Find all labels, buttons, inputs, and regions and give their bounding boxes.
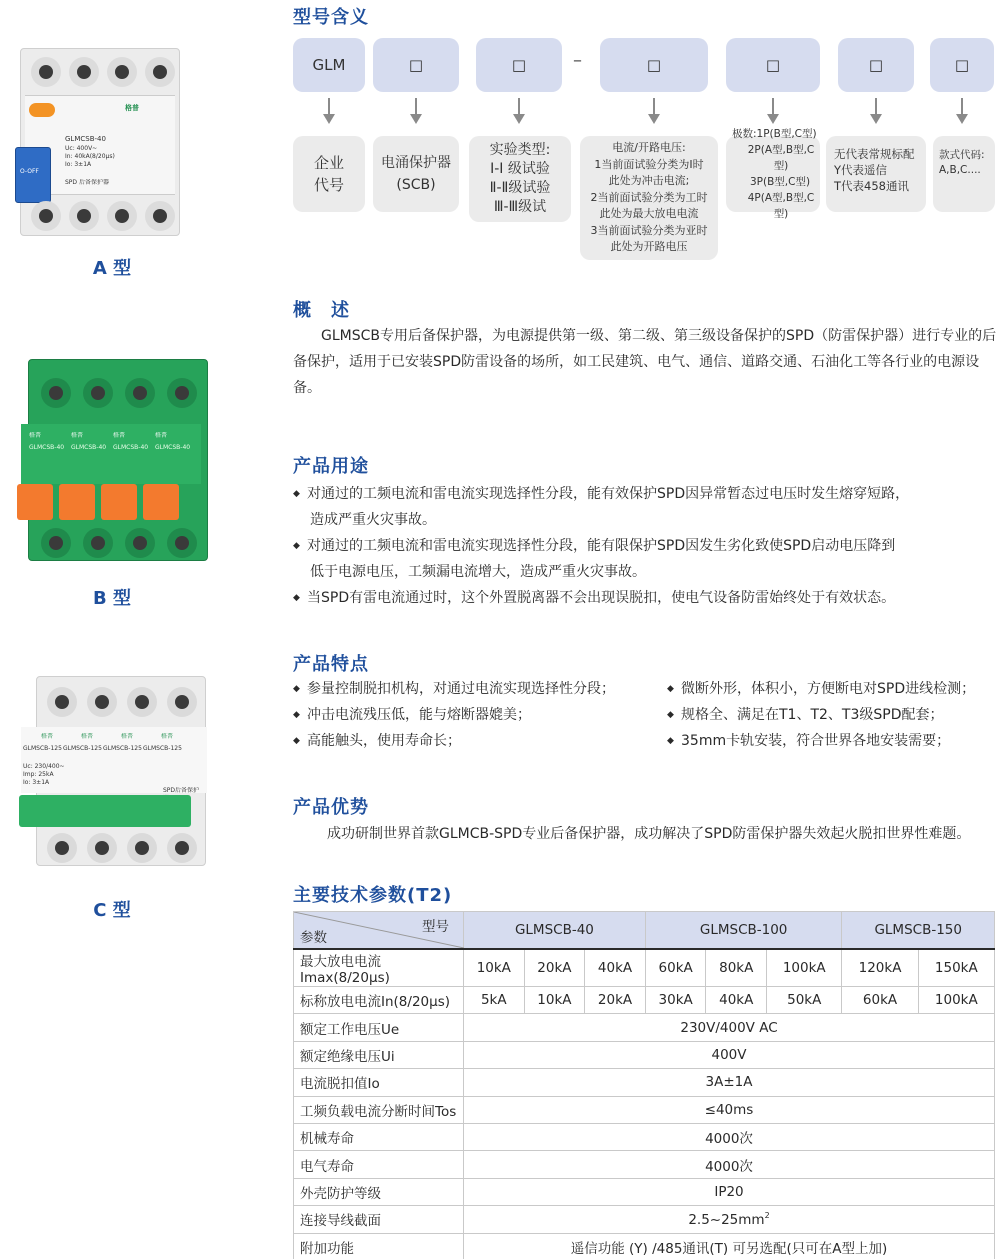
desc-box-3 [580, 136, 718, 260]
product-a-bottom-text: SPD 后备保护器 [65, 179, 109, 186]
terminal-icon [31, 57, 61, 87]
desc-box-1 [373, 136, 459, 212]
superscript: 2 [764, 1210, 770, 1220]
usage-title: 产品用途 [293, 456, 369, 477]
desc-box-6 [933, 136, 995, 212]
imax-cell: 120kA [842, 949, 918, 987]
usage-text: 造成严重火灾事故。 [310, 512, 436, 528]
product-b [0, 355, 230, 610]
brand-logo: 格普 [125, 104, 139, 112]
desc-box-0 [293, 136, 365, 212]
arrow-down-icon [955, 98, 969, 128]
in-cell: 50kA [767, 987, 842, 1014]
model-header-0: GLMSCB-40 [464, 912, 646, 950]
product-c-model: GLMSCB-125 [143, 745, 182, 752]
terminal-icon [125, 528, 155, 558]
table-row [294, 1041, 995, 1068]
blue-toggle-handle [15, 147, 51, 203]
in-cell: 5kA [464, 987, 525, 1014]
terminal-icon [31, 201, 61, 231]
product-b-title: B 型 [93, 588, 131, 609]
product-c-brand: 格普 [81, 733, 94, 740]
terminal-icon [145, 57, 175, 87]
imax-cell: 10kA [464, 949, 525, 987]
imax-cell: 100kA [767, 949, 842, 987]
product-c-model: GLMSCB-125 [103, 745, 142, 752]
row-value-text: 2.5~25mm [688, 1211, 765, 1228]
desc-line: 4P(A型,B型,C型) [747, 192, 815, 220]
row-value: 4000次 [464, 1123, 995, 1150]
terminal-icon [167, 833, 197, 863]
product-c-spec-2: Io: 3±1A [23, 779, 50, 786]
imax-cell: 60kA [645, 949, 706, 987]
row-value: ≤40ms [464, 1096, 995, 1123]
panel [21, 424, 201, 484]
feature-text: 冲击电流残压低，能与熔断器媲美； [307, 707, 531, 723]
desc-line: 电流/开路电压: [612, 141, 686, 155]
arrow-down-icon [766, 98, 780, 128]
product-a [0, 40, 230, 280]
orange-toggle-handle [143, 484, 179, 520]
feature-text: 参量控制脱扣机构，对通过电流实现选择性分段； [307, 681, 615, 697]
table-header-row [294, 912, 995, 950]
in-cell: 30kA [645, 987, 706, 1014]
row-label: 附加功能 [294, 1233, 464, 1259]
product-c-bottom-text: SPD后备保护 [163, 787, 200, 794]
in-cell: 20kA [585, 987, 646, 1014]
indicator-icon [29, 103, 55, 117]
model-header-2: GLMSCB-150 [842, 912, 995, 950]
desc-line: 此处为最大放电电流 [599, 207, 699, 221]
desc-line: 3当前面试验分类为亚时 [590, 223, 708, 237]
terminal-icon [69, 201, 99, 231]
table-row [294, 1096, 995, 1123]
desc-line: 款式代码: [939, 149, 985, 161]
desc-line: 无代表常规标配 [834, 147, 915, 161]
usage-text: 对通过的工频电流和雷电流实现选择性分段，能有限保护SPD因发生劣化致使SPD启动电压降到 [307, 538, 896, 554]
terminal-icon [127, 833, 157, 863]
desc-box-2 [469, 136, 571, 222]
row-value: 遥信功能 (Y) /485通讯(T) 可另选配(只可在A型上加) [464, 1233, 995, 1259]
diamond-bullet-icon: ◆ [667, 684, 674, 694]
terminal-icon [87, 687, 117, 717]
diamond-bullet-icon: ◆ [667, 736, 674, 746]
code-box-5: □ [838, 38, 914, 92]
code-box-3: □ [600, 38, 708, 92]
terminal-icon [47, 687, 77, 717]
row-label: 外壳防护等级 [294, 1178, 464, 1205]
terminal-icon [167, 378, 197, 408]
corner-top-label: 型号 [422, 919, 449, 935]
off-label: O-OFF [20, 168, 39, 175]
diamond-bullet-icon: ◆ [293, 710, 300, 720]
arrow-down-icon [869, 98, 883, 128]
terminal-icon [107, 201, 137, 231]
desc-line: (SCB) [396, 177, 436, 193]
table-row [294, 1233, 995, 1259]
desc-line: Ⅱ-Ⅱ级试验 [489, 180, 551, 196]
usage-text: 当SPD有雷电流通过时，这个外置脱离器不会出现误脱扣，使电气设备防雷始终处于有效状态。 [307, 590, 896, 606]
row-value [464, 1206, 995, 1233]
product-a-spec-1: In: 40kA(8/20μs) [65, 153, 115, 160]
product-b-breaker [28, 359, 208, 561]
product-a-title: A 型 [92, 258, 132, 279]
desc-line: 2P(A型,B型,C型) [747, 144, 815, 172]
diamond-bullet-icon: ◆ [293, 541, 300, 551]
row-value: 400V [464, 1041, 995, 1068]
feature-text: 规格全、满足在T1、T2、T3级SPD配套； [681, 707, 944, 723]
desc-line: T代表458通讯 [834, 179, 909, 193]
desc-line: 代号 [313, 176, 344, 194]
code-box-4: □ [726, 38, 820, 92]
desc-line: 2当前面试验分类为工时 [590, 190, 708, 204]
corner-bottom-label: 参数 [300, 930, 327, 946]
imax-cell: 40kA [585, 949, 646, 987]
features-right [667, 676, 1000, 754]
desc-box-4 [726, 128, 820, 220]
row-label: 机械寿命 [294, 1123, 464, 1150]
product-b-model: GLMCSB-40 [113, 444, 149, 451]
desc-line: 1当前面试验分类为I时 [594, 157, 704, 171]
terminal-icon [167, 687, 197, 717]
code-box-0: GLM [293, 38, 365, 92]
arrow-down-icon [409, 98, 423, 128]
product-c-title: C 型 [93, 900, 131, 921]
row-label: 最大放电电流Imax(8/20μs) [294, 949, 464, 987]
product-a-model: GLMCSB-40 [65, 135, 106, 143]
arrow-down-icon [512, 98, 526, 128]
orange-toggle-handle [101, 484, 137, 520]
product-b-brand: 格普 [155, 432, 168, 439]
in-cell: 10kA [524, 987, 585, 1014]
usage-text: 对通过的工频电流和雷电流实现选择性分段，能有效保护SPD因异常暂态过电压时发生熔穿短路， [307, 486, 910, 502]
table-row [294, 1178, 995, 1205]
table-row [294, 1151, 995, 1178]
code-box-1: □ [373, 38, 459, 92]
product-b-brand: 格普 [113, 432, 126, 439]
usage-text: 低于电源电压，工频漏电流增大，造成严重火灾事故。 [310, 564, 646, 580]
terminal-icon [41, 378, 71, 408]
row-value: 4000次 [464, 1151, 995, 1178]
row-value: 230V/400V AC [464, 1014, 995, 1041]
desc-line: 企业 [313, 154, 344, 172]
terminal-icon [107, 57, 137, 87]
desc-box-5 [826, 136, 926, 212]
terminal-icon [145, 201, 175, 231]
overview-text: GLMSCB专用后备保护器，为电源提供第一级、第二级、第三级设备保护的SPD（防雷保护器）进行专业的后备保护，适用于已安装SPD防雷设备的场所，如工民建筑、电气、通信、道路交通、石油化工等各行业的电源设备。 [293, 328, 997, 396]
diamond-bullet-icon: ◆ [293, 684, 300, 694]
terminal-icon [47, 833, 77, 863]
desc-line: 此处为开路电压 [610, 240, 688, 254]
product-c-brand: 格普 [41, 733, 54, 740]
product-c-model: GLMSCB-125 [63, 745, 102, 752]
row-label: 额定工作电压Ue [294, 1014, 464, 1041]
product-c-brand: 格普 [161, 733, 174, 740]
terminal-icon [167, 528, 197, 558]
row-label: 电流脱扣值Io [294, 1069, 464, 1096]
product-c [0, 672, 230, 922]
model-header-1: GLMSCB-100 [645, 912, 842, 950]
product-c-model: GLMSCB-125 [23, 745, 62, 752]
product-c-spec-1: Imp: 25kA [23, 771, 54, 778]
product-c-spec-0: Uc: 230/400~ [23, 763, 65, 770]
row-label: 工频负载电流分断时间Tos [294, 1096, 464, 1123]
table-row [294, 1123, 995, 1150]
desc-line: 此处为冲击电流; [608, 174, 690, 188]
usage-item-2 [293, 585, 998, 611]
table-row [294, 987, 995, 1014]
feature-text: 高能触头，使用寿命长； [307, 733, 461, 749]
feature-text: 微断外形，体积小，方便断电对SPD进线检测； [681, 681, 976, 697]
code-box-2: □ [476, 38, 562, 92]
designation-dash: – [573, 50, 582, 71]
table-row [294, 949, 995, 987]
feature-text: 35mm卡轨安装，符合世界各地安装需要； [681, 733, 951, 749]
terminal-icon [125, 378, 155, 408]
product-b-model: GLMCSB-40 [155, 444, 191, 451]
diamond-bullet-icon: ◆ [293, 593, 300, 603]
row-label: 额定绝缘电压Ui [294, 1041, 464, 1068]
orange-toggle-handle [59, 484, 95, 520]
product-c-breaker [23, 676, 206, 866]
row-label: 连接导线截面 [294, 1206, 464, 1233]
terminal-icon [127, 687, 157, 717]
spec-table [293, 911, 995, 1259]
in-cell: 100kA [918, 987, 994, 1014]
desc-line: Y代表遥信 [834, 163, 888, 177]
desc-line: 3P(B型,C型) [750, 176, 811, 188]
advantage-text: 成功研制世界首款GLMCB-SPD专业后备保护器，成功解决了SPD防雷保护器失效起火脱扣世界性难题。 [327, 826, 971, 842]
terminal-icon [83, 528, 113, 558]
desc-line: Ⅲ-Ⅲ级试 [493, 199, 547, 215]
arrow-down-icon [647, 98, 661, 128]
in-cell: 40kA [706, 987, 767, 1014]
terminal-icon [83, 378, 113, 408]
product-b-model: GLMCSB-40 [29, 444, 65, 451]
row-value: IP20 [464, 1178, 995, 1205]
features-title: 产品特点 [293, 654, 369, 675]
product-a-spec-0: Uc: 400V~ [65, 145, 98, 152]
diamond-bullet-icon: ◆ [667, 710, 674, 720]
terminal-icon [87, 833, 117, 863]
product-a-spec-2: Io: 3±1A [65, 161, 92, 168]
in-cell: 60kA [842, 987, 918, 1014]
product-b-model: GLMCSB-40 [71, 444, 107, 451]
table-row [294, 1206, 995, 1233]
terminal-icon [41, 528, 71, 558]
usage-item-0 [293, 481, 998, 533]
green-toggle-handle [19, 795, 191, 827]
usage-item-1 [293, 533, 998, 585]
row-value: 3A±1A [464, 1069, 995, 1096]
desc-line: Ⅰ-Ⅰ 级试验 [490, 161, 550, 177]
designation-title: 型号含义 [293, 7, 369, 28]
features-left [293, 676, 663, 754]
desc-line: 实验类型: [489, 142, 551, 158]
orange-toggle-handle [17, 484, 53, 520]
desc-line: A,B,C.... [939, 164, 981, 176]
corner-cell [294, 912, 464, 950]
table-row [294, 1069, 995, 1096]
diamond-bullet-icon: ◆ [293, 736, 300, 746]
specs-title: 主要技术参数(T2) [293, 885, 453, 906]
arrow-down-icon [322, 98, 336, 128]
imax-cell: 80kA [706, 949, 767, 987]
product-b-brand: 格普 [29, 432, 42, 439]
imax-cell: 20kA [524, 949, 585, 987]
row-label: 标称放电电流In(8/20μs) [294, 987, 464, 1014]
code-box-6: □ [930, 38, 994, 92]
desc-line: 电涌保护器 [381, 155, 451, 171]
row-label: 电气寿命 [294, 1151, 464, 1178]
terminal-icon [69, 57, 99, 87]
table-row [294, 1014, 995, 1041]
imax-cell: 150kA [918, 949, 994, 987]
diamond-bullet-icon: ◆ [293, 489, 300, 499]
desc-line: 极数:1P(B型,C型) [732, 128, 817, 140]
advantage-title: 产品优势 [293, 797, 369, 818]
product-a-breaker [20, 48, 180, 236]
overview-title: 概 述 [293, 300, 350, 321]
product-b-brand: 格普 [71, 432, 84, 439]
product-c-brand: 格普 [121, 733, 134, 740]
